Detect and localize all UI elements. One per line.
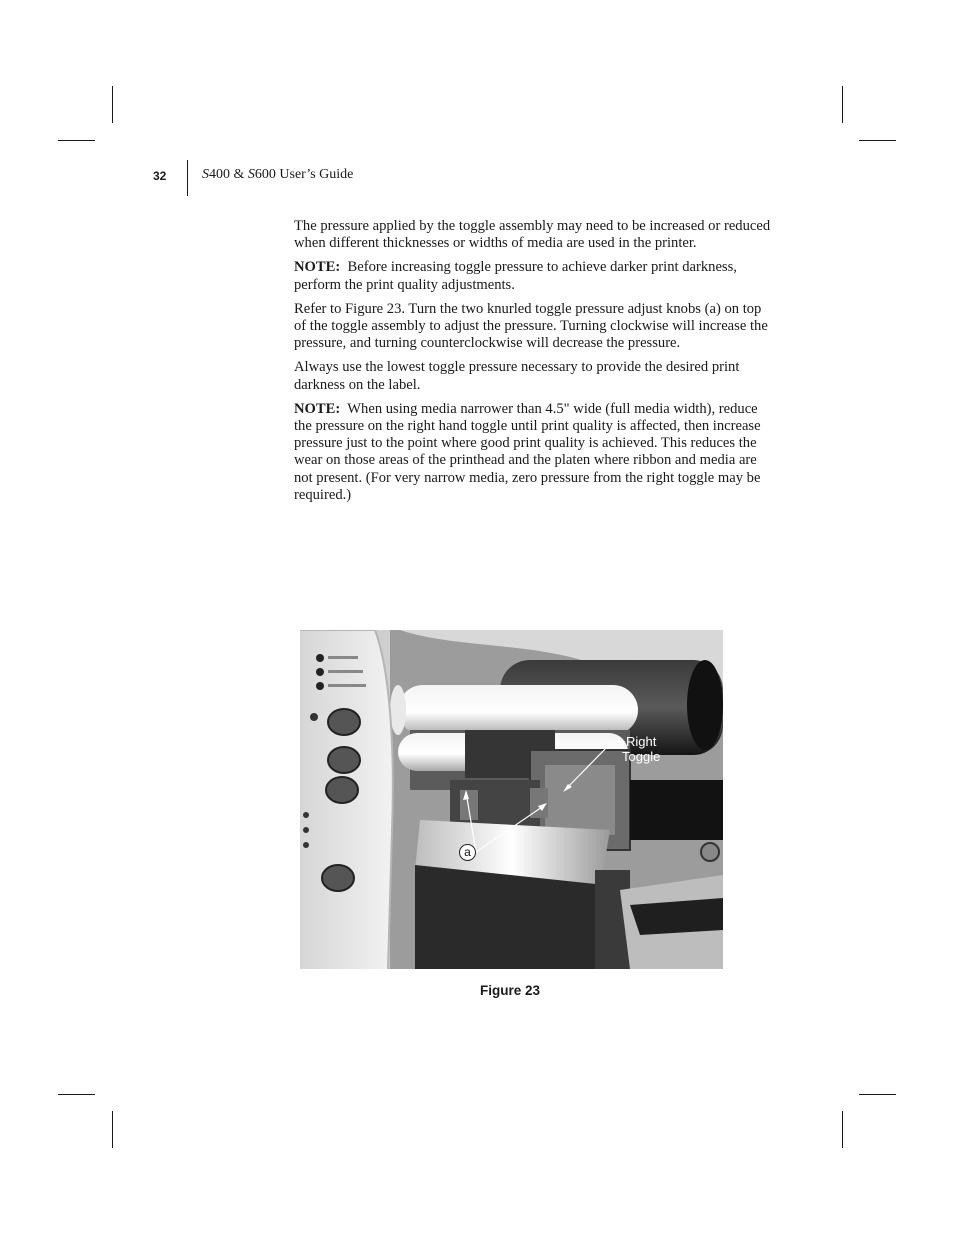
note-text: Before increasing toggle pressure to achieve darker print darkness, perform the print quality adjustments. [294, 259, 737, 293]
paragraph: The pressure applied by the toggle assembly may need to be increased or reduced when different thicknesses or widths of media are used in the printer. [294, 218, 771, 252]
crop-mark [859, 1094, 896, 1095]
crop-mark [58, 1094, 95, 1095]
figure-caption: Figure 23 [479, 983, 541, 998]
running-title [202, 167, 353, 183]
printer-photo [300, 630, 723, 969]
running-header [0, 160, 954, 196]
crop-mark [859, 140, 896, 141]
callout-right-toggle [622, 734, 660, 764]
crop-mark [112, 86, 113, 123]
paragraph: Refer to Figure 23. Turn the two knurled toggle pressure adjust knobs (a) on top of the toggle assembly to adjust the pressure. Turning clockwise will increase the pressure, and turning counterclockwise will decrease the pressure. [294, 300, 768, 352]
title-text: 400 & [209, 167, 248, 182]
body-text [294, 218, 774, 511]
note-text: When using media narrower than 4.5" wide (full media width), reduce the pressure on the right hand toggle until print quality is affected, then increase pressure just to the point where good print quality is achieved. This reduces the wear on those areas of the printhead and the platen where ribbon and media are not present. (For very narrow media, zero pressure from the right toggle may be required.) [294, 400, 761, 503]
crop-mark [58, 140, 95, 141]
callout-line: Right [625, 734, 657, 749]
callout-a: a [459, 844, 476, 861]
paragraph: Always use the lowest toggle pressure necessary to provide the desired print darkness on the label. [294, 359, 740, 393]
crop-mark [842, 1111, 843, 1148]
header-divider [187, 160, 188, 196]
note [294, 259, 774, 293]
crop-mark [842, 86, 843, 123]
note [294, 401, 774, 504]
callout-line: Toggle [622, 749, 661, 764]
title-italic-s: S [247, 167, 255, 182]
crop-mark [112, 1111, 113, 1148]
page-number: 32 [153, 169, 167, 183]
title-text: 600 User’s Guide [254, 167, 354, 182]
note-label: NOTE: [294, 400, 341, 417]
note-label: NOTE: [294, 259, 341, 276]
printer-illustration [300, 630, 723, 969]
title-italic-s: S [202, 167, 209, 182]
